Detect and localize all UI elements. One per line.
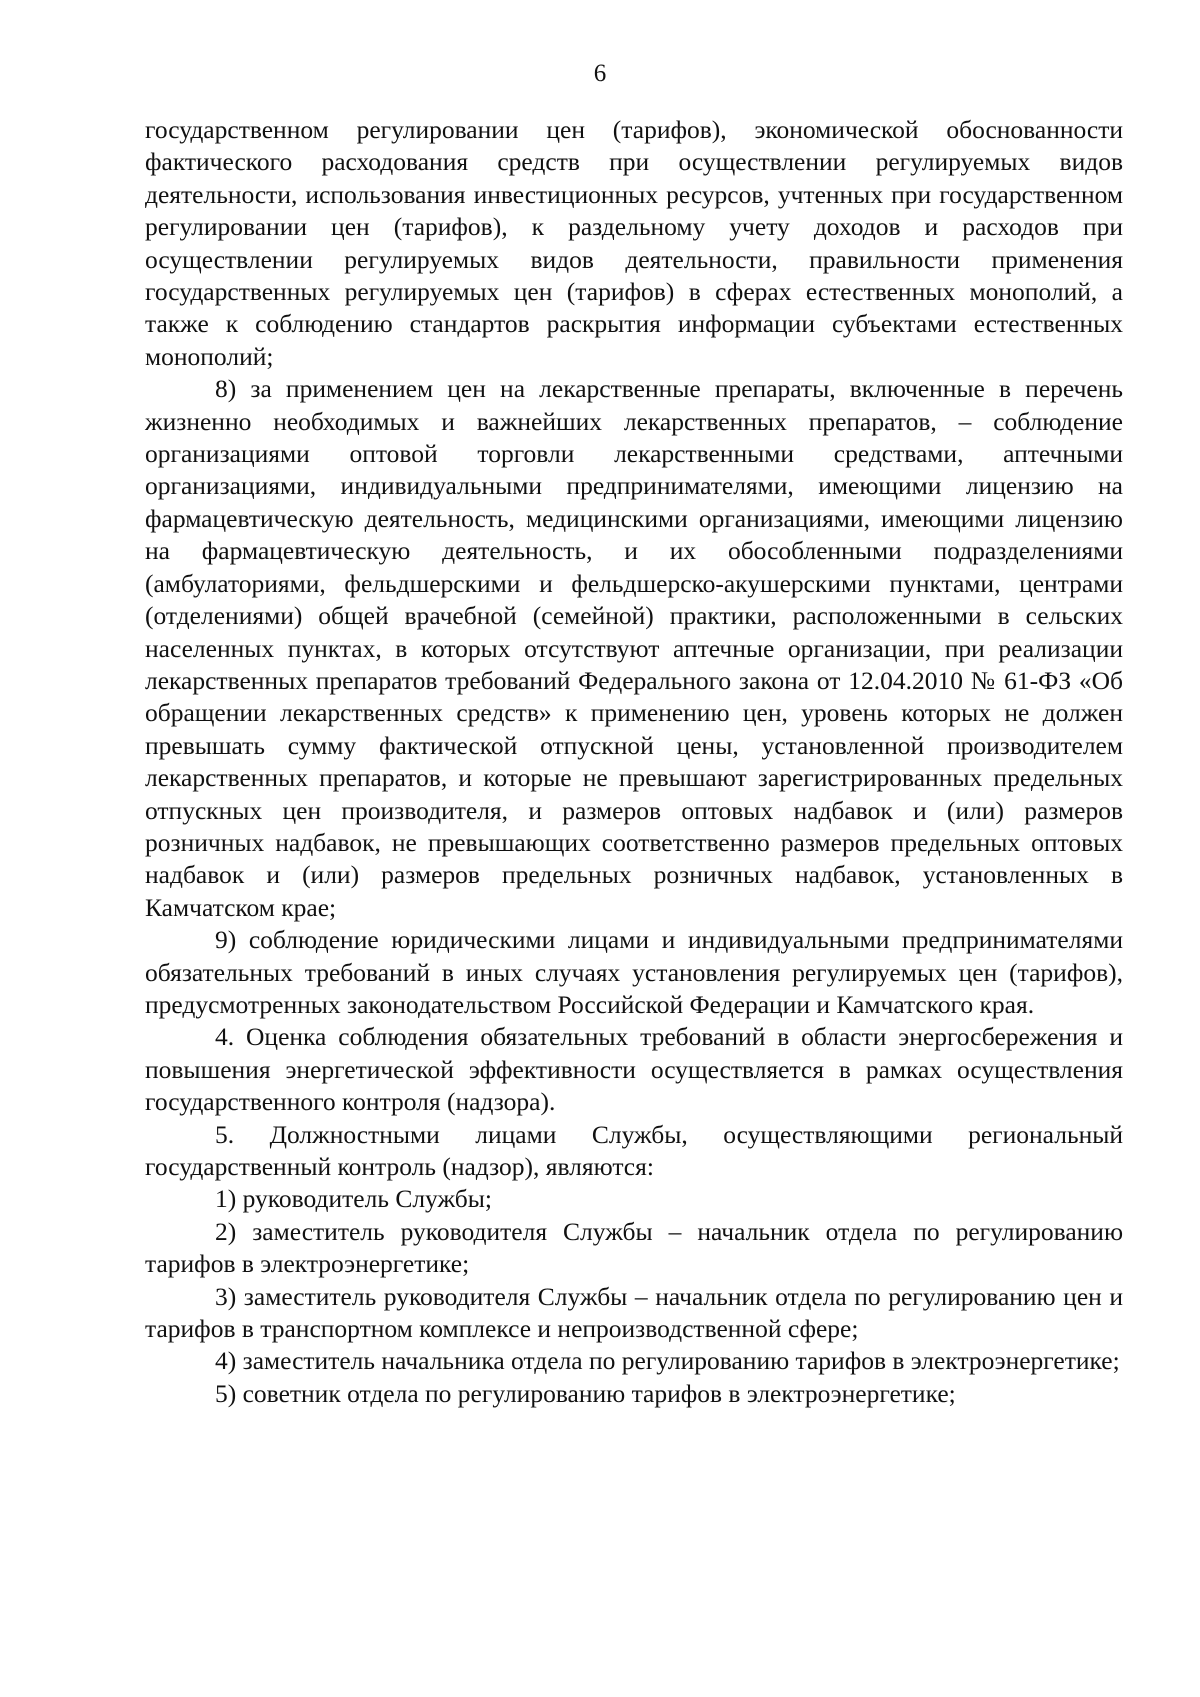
paragraph-official-1: 1) руководитель Службы; bbox=[215, 1184, 492, 1214]
paragraph-continuation: государственном регулировании цен (тарифов), экономической обоснованности фактического расходования средств при осуществлении регулируемых видов деятельности, использования инвестиционных ресурсов, учтенных при государственном регулировании цен (тарифов), к раздельному учету доходов и расходов при осуществлении регулируемых видов деятельности, правильности применения государственных регулируемых цен (тарифов) в сферах естественных монополий, а также к соблюдению стандартов раскрытия информации субъектами естественных монополий; bbox=[145, 115, 1123, 371]
paragraph-official-4: 4) заместитель начальника отдела по регулированию тарифов в электроэнергетике; bbox=[215, 1346, 1120, 1376]
paragraph-official-3: 3) заместитель руководителя Службы – начальник отдела по регулированию цен и тарифов в транспортном комплексе и непроизводственной сфере; bbox=[145, 1281, 1123, 1344]
paragraph-section-4: 4. Оценка соблюдения обязательных требований в области энергосбережения и повышения энергетической эффективности осуществляется в рамках осуществления государственного контроля (надзора). bbox=[145, 1022, 1123, 1117]
paragraph-official-5: 5) советник отдела по регулированию тарифов в электроэнергетике; bbox=[215, 1378, 956, 1408]
paragraph-item-9: 9) соблюдение юридическими лицами и индивидуальными предпринимателями обязательных требований в иных случаях установления регулируемых цен (тарифов), предусмотренных законодательством Российской Федерации и Камчатского края. bbox=[145, 925, 1123, 1019]
paragraph-item-8: 8) за применением цен на лекарственные препараты, включенные в перечень жизненно необходимых и важнейших лекарственных препаратов, – соблюдение организациями оптовой торговли лекарственными средствами, аптечными организациями, индивидуальными предпринимателями, имеющими лицензию на фармацевтическую деятельность, медицинскими организациями, имеющими лицензию на фармацевтическую деятельность, и их обособленными подразделениями (амбулаториями, фельдшерскими и фельдшерско-акушерскими пунктами, центрами (отделениями) общей врачебной (семейной) практики, расположенными в сельских населенных пунктах, в которых отсутствуют аптечные организации, при реализации лекарственных препаратов требований Федерального закона от 12.04.2010 № 61-ФЗ «Об обращении лекарственных средств» к применению цен, уровень которых не должен превышать сумму фактической отпускной цены, установленной производителем лекарственных препаратов, и которые не превышают зарегистрированных предельных отпускных цен производителя, и размеров оптовых надбавок и (или) размеров розничных надбавок, не превышающих соответственно размеров предельных оптовых надбавок и (или) размеров предельных розничных надбавок, установленных в Камчатском крае; bbox=[145, 374, 1123, 922]
page-number: 6 bbox=[593, 60, 607, 87]
paragraph-official-2: 2) заместитель руководителя Службы – начальник отдела по регулированию тарифов в электроэнергетике; bbox=[145, 1216, 1123, 1279]
document-body bbox=[145, 114, 1123, 1410]
paragraph-section-5: 5. Должностными лицами Службы, осуществляющими региональный государственный контроль (надзор), являются: bbox=[145, 1119, 1123, 1181]
